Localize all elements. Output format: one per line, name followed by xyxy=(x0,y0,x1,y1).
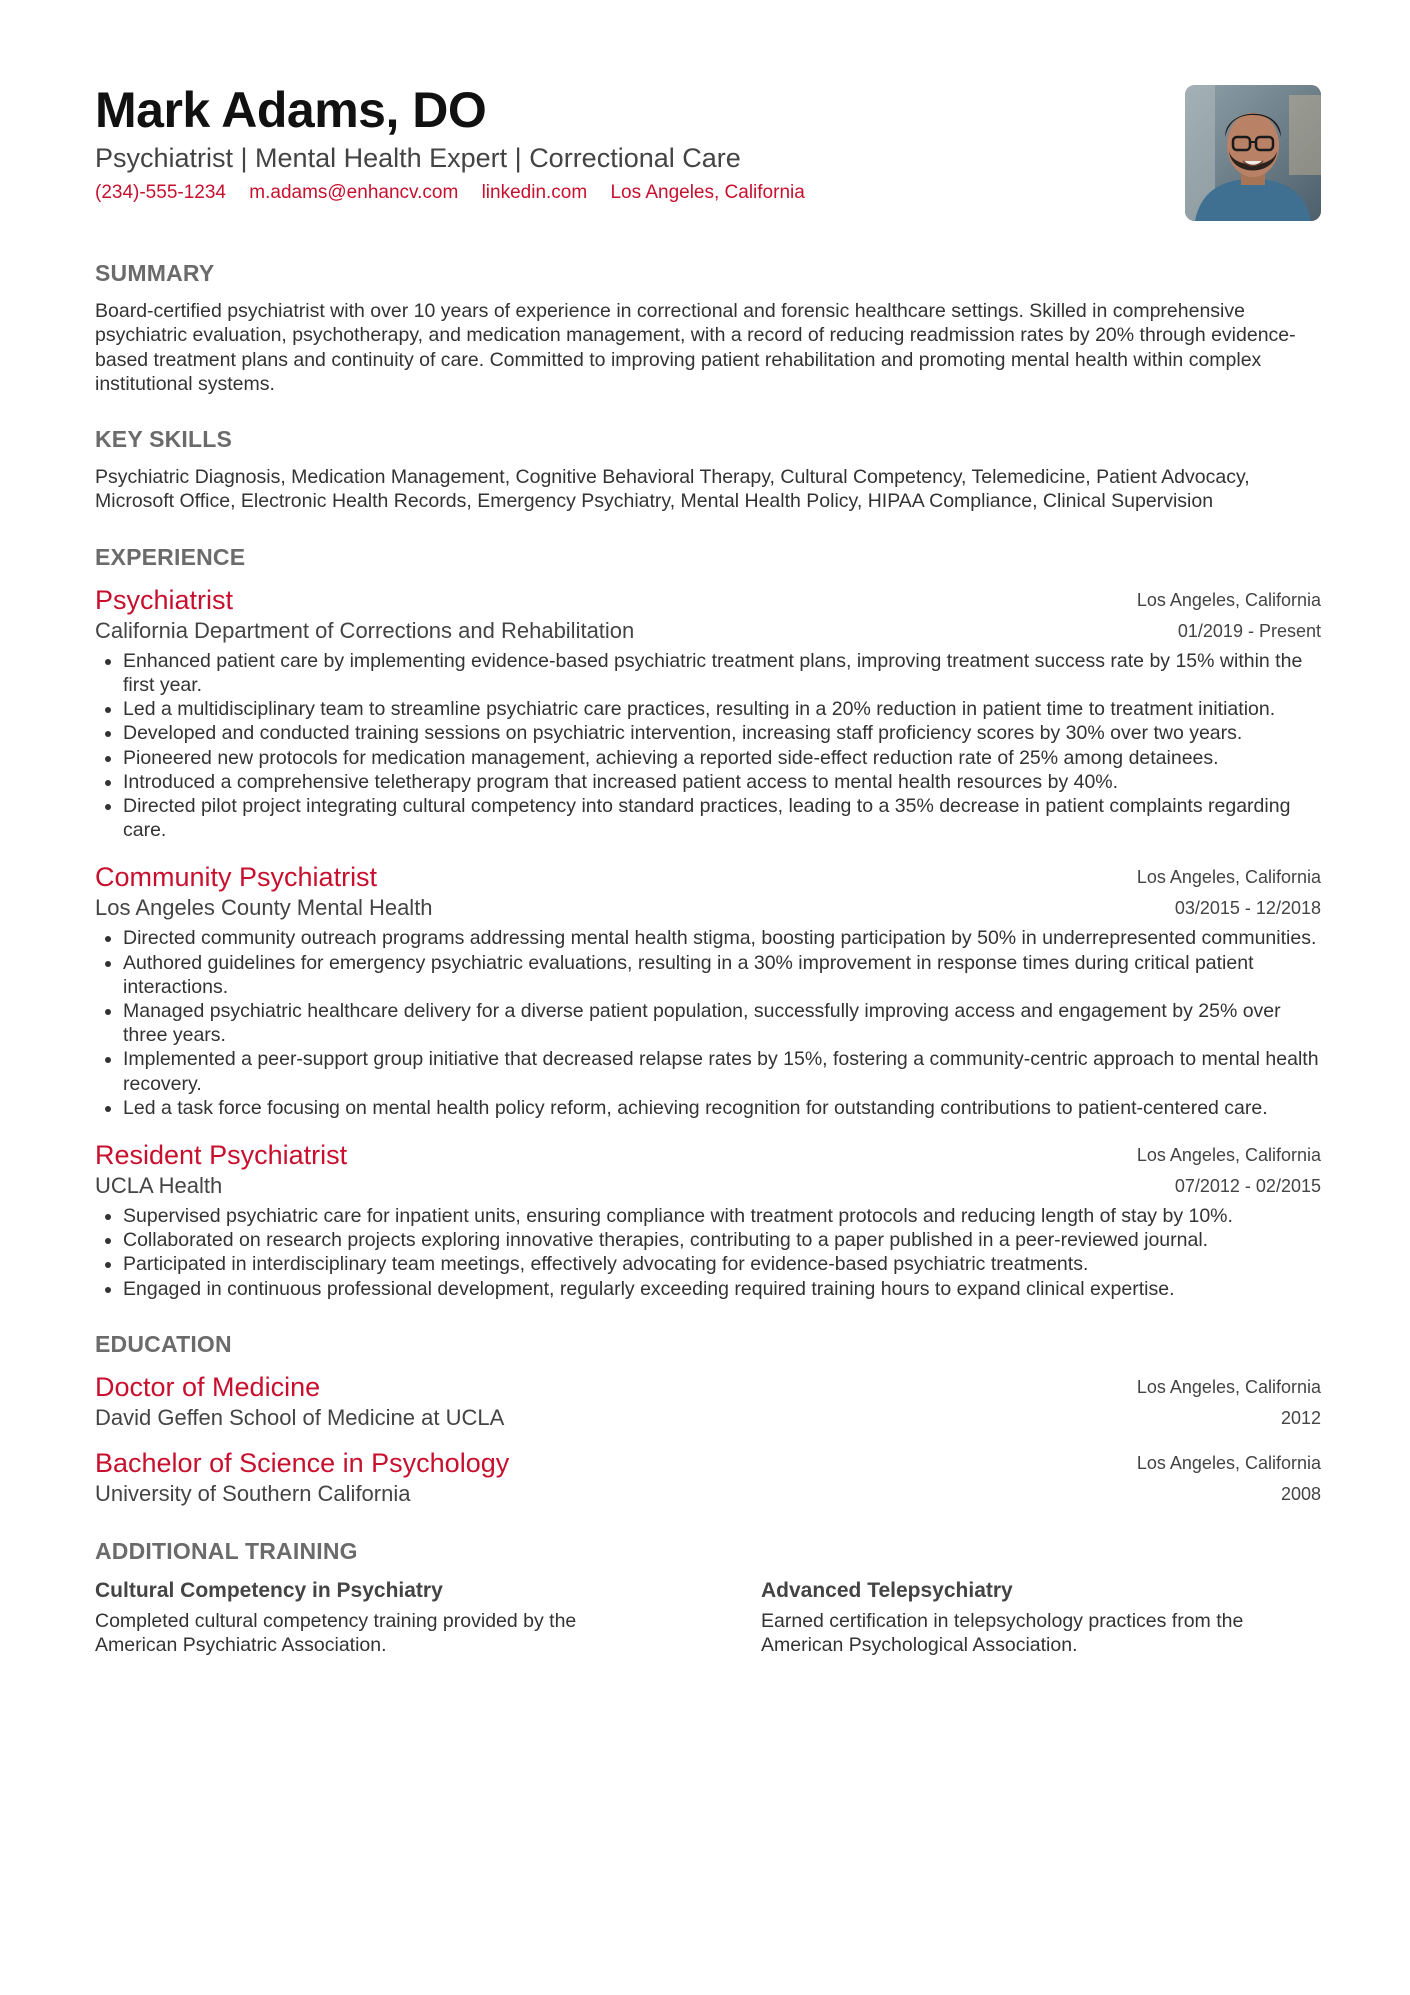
education-section xyxy=(95,1331,1321,1508)
bullet-item: • Led a task force focusing on mental health policy reform, achieving recognition for outstanding contributions to patient-centered care. xyxy=(123,1096,1321,1120)
job-location: Los Angeles, California xyxy=(1136,867,1321,888)
education-location: Los Angeles, California xyxy=(1136,1452,1321,1473)
job-entry xyxy=(95,1138,1321,1301)
job-dates: 03/2015 - 12/2018 xyxy=(1174,898,1321,919)
job-dates: 01/2019 - Present xyxy=(1177,620,1321,641)
job-location: Los Angeles, California xyxy=(1136,1145,1321,1166)
school-name: David Geffen School of Medicine at UCLA xyxy=(95,1404,505,1430)
email-link[interactable]: m.adams@enhancv.com xyxy=(249,182,459,203)
experience-heading: EXPERIENCE xyxy=(95,543,246,570)
education-location: Los Angeles, California xyxy=(1136,1376,1321,1397)
bullet-item: • Directed pilot project integrating cultural competency into standard practices, leading to a 35% decrease in patient complaints regarding care. xyxy=(123,794,1321,842)
training-title: Cultural Competency in Psychiatry xyxy=(95,1578,443,1602)
degree-title: Doctor of Medicine xyxy=(95,1371,321,1402)
experience-section xyxy=(95,544,1321,1301)
bullet-item: • Led a multidisciplinary team to streamline psychiatric care practices, resulting in a 20% reduction in patient time to treatment initiation. xyxy=(123,697,1321,721)
job-entry xyxy=(95,860,1321,1120)
job-organization: California Department of Corrections and Rehabilitation xyxy=(95,617,635,643)
training-description: Earned certification in telepsychology practices from the American Psychological Association. xyxy=(761,1609,1244,1657)
training-title: Advanced Telepsychiatry xyxy=(761,1578,1013,1602)
resume-header xyxy=(95,80,1321,230)
candidate-name: Mark Adams, DO xyxy=(95,82,487,138)
location-text: Los Angeles, California xyxy=(610,182,805,203)
bullet-item: • Implemented a peer-support group initiative that decreased relapse rates by 15%, fostering a community-centric approach to mental health recovery. xyxy=(123,1047,1321,1095)
bullet-item: • Directed community outreach programs addressing mental health stigma, boosting participation by 50% in underrepresented communities. xyxy=(123,926,1321,950)
summary-text: Board-certified psychiatrist with over 10 years of experience in correctional and forensic healthcare settings. Skilled in comprehensive psychiatric evaluation, psychotherapy, and medication management, with a record of reducing readmission rates by 20% through evidence-based treatment plans and continuity of care. Committed to improving patient rehabilitation and promoting mental health within complex institutional systems. xyxy=(95,300,1296,395)
training-entry xyxy=(761,1577,1321,1658)
bullet-item: • Engaged in continuous professional development, regularly exceeding required training hours to expand clinical expertise. xyxy=(123,1277,1321,1301)
bullet-item: • Introduced a comprehensive teletherapy program that increased patient access to mental health resources by 40%. xyxy=(123,770,1321,794)
job-dates: 07/2012 - 02/2015 xyxy=(1174,1176,1321,1197)
bullet-item: • Pioneered new protocols for medication management, achieving a reported side-effect reduction rate of 25% among detainees. xyxy=(123,746,1321,770)
job-entry xyxy=(95,583,1321,843)
summary-heading: SUMMARY xyxy=(95,260,215,286)
job-organization: UCLA Health xyxy=(95,1173,223,1199)
job-bullets xyxy=(95,1204,1321,1301)
skills-text: Psychiatric Diagnosis, Medication Management, Cognitive Behavioral Therapy, Cultural Competency, Telemedicine, Patient Advocacy, Microsoft Office, Electronic Health Records, Emergency Psychiatry, Mental Health Policy, HIPAA Compliance, Clinical Supervision xyxy=(95,466,1250,513)
job-bullets xyxy=(95,649,1321,843)
bullet-item: • Managed psychiatric healthcare delivery for a diverse patient population, successfully improving access and engagement by 25% over three years. xyxy=(123,999,1321,1047)
candidate-title: Psychiatrist | Mental Health Expert | Correctional Care xyxy=(95,143,741,173)
contact-line xyxy=(95,180,1321,206)
job-organization: Los Angeles County Mental Health xyxy=(95,895,433,921)
bullet-item: • Collaborated on research projects exploring innovative therapies, contributing to a paper published in a peer-reviewed journal. xyxy=(123,1228,1321,1252)
skills-section xyxy=(95,426,1321,514)
education-year: 2008 xyxy=(1280,1483,1321,1504)
summary-section xyxy=(95,260,1321,396)
bullet-item: • Authored guidelines for emergency psychiatric evaluations, resulting in a 30% improvement in response times during critical patient interactions. xyxy=(123,951,1321,999)
job-location: Los Angeles, California xyxy=(1136,589,1321,610)
skills-heading: KEY SKILLS xyxy=(95,426,233,453)
education-year: 2012 xyxy=(1280,1407,1321,1428)
linkedin-link[interactable]: linkedin.com xyxy=(481,182,588,203)
profile-photo-image xyxy=(1185,85,1321,221)
school-name: University of Southern California xyxy=(95,1480,411,1506)
training-entry xyxy=(95,1577,655,1658)
bullet-item: • Supervised psychiatric care for inpatient units, ensuring compliance with treatment protocols and reducing length of stay by 10%. xyxy=(123,1204,1321,1228)
job-role: Psychiatrist xyxy=(95,584,234,615)
bullet-item: • Enhanced patient care by implementing evidence-based psychiatric treatment plans, improving treatment success rate by 15% within the first year. xyxy=(123,649,1321,697)
phone-link[interactable]: (234)-555-1234 xyxy=(95,182,226,203)
training-section xyxy=(95,1538,1321,1658)
profile-photo xyxy=(1185,85,1321,221)
bullet-item: • Participated in interdisciplinary team meetings, effectively advocating for evidence-based psychiatric treatments. xyxy=(123,1252,1321,1276)
education-entry xyxy=(95,1446,1321,1508)
job-role: Resident Psychiatrist xyxy=(95,1140,348,1171)
bullet-item: • Developed and conducted training sessions on psychiatric intervention, increasing staff proficiency scores by 30% over two years. xyxy=(123,721,1321,745)
job-role: Community Psychiatrist xyxy=(95,862,378,893)
training-description: Completed cultural competency training provided by the American Psychiatric Association. xyxy=(95,1609,577,1657)
training-heading: ADDITIONAL TRAINING xyxy=(95,1537,358,1564)
education-heading: EDUCATION xyxy=(95,1330,232,1357)
degree-title: Bachelor of Science in Psychology xyxy=(95,1447,510,1478)
education-entry xyxy=(95,1370,1321,1432)
job-bullets xyxy=(95,926,1321,1120)
